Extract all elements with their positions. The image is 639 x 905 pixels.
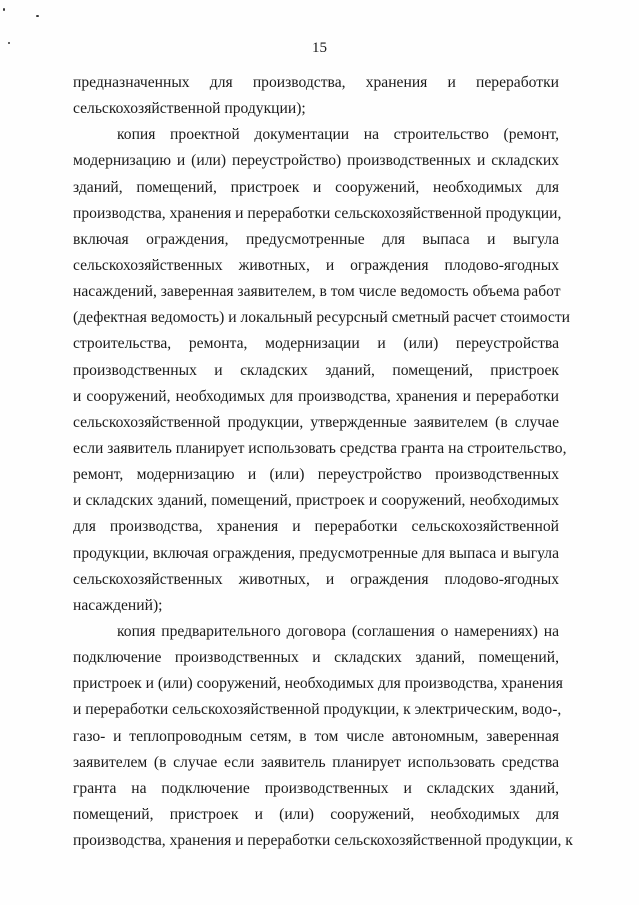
document-body bbox=[73, 70, 573, 854]
text-line: копия предварительного договора (соглашения о намерениях) на bbox=[117, 622, 559, 640]
paragraph bbox=[73, 70, 559, 122]
text-line: для производства, хранения и переработки сельскохозяйственной bbox=[73, 518, 559, 536]
text-line: если заявитель планирует использовать средства гранта на строительство, bbox=[73, 439, 567, 457]
text-line: заявителем (в случае если заявитель планирует использовать средства bbox=[73, 753, 559, 771]
text-line: сельскохозяйственной продукции); bbox=[73, 100, 306, 118]
text-line: ремонт, модернизацию и (или) переустройство производственных bbox=[73, 466, 559, 484]
text-line: насаждений, заверенная заявителем, в том числе ведомость объема работ bbox=[73, 283, 561, 301]
text-line: сельскохозяйственных животных, и ограждения плодово-ягодных bbox=[73, 570, 559, 588]
text-line: производства, хранения и переработки сельскохозяйственной продукции, bbox=[73, 204, 562, 222]
text-line: зданий, помещений, пристроек и сооружений, необходимых для bbox=[73, 178, 559, 196]
text-line: помещений, пристроек и (или) сооружений, необходимых для bbox=[73, 805, 559, 823]
paragraph bbox=[73, 619, 573, 854]
text-line: и сооружений, необходимых для производства, хранения и переработки bbox=[73, 387, 559, 405]
text-line: сельскохозяйственной продукции, утвержденные заявителем (в случае bbox=[73, 413, 559, 431]
text-line: гранта на подключение производственных и складских зданий, bbox=[73, 779, 559, 797]
scan-speck bbox=[3, 8, 5, 11]
text-line: продукции, включая ограждения, предусмотренные для выпаса и выгула bbox=[73, 544, 559, 562]
text-line: (дефектная ведомость) и локальный ресурсный сметный расчет стоимости bbox=[73, 309, 570, 327]
text-line: копия проектной документации на строительство (ремонт, bbox=[117, 126, 559, 144]
text-line: пристроек и (или) сооружений, необходимых для производства, хранения bbox=[73, 675, 563, 693]
text-line: газо- и теплопроводным сетям, в том числе автономным, заверенная bbox=[73, 727, 559, 745]
text-line: производственных и складских зданий, помещений, пристроек bbox=[73, 361, 559, 379]
text-line: производства, хранения и переработки сельскохозяйственной продукции, к bbox=[73, 832, 573, 850]
text-line: подключение производственных и складских зданий, помещений, bbox=[73, 649, 559, 667]
text-line: насаждений); bbox=[73, 596, 163, 614]
paragraph bbox=[73, 122, 570, 619]
text-line: включая ограждения, предусмотренные для выпаса и выгула bbox=[73, 230, 559, 248]
page-number: 15 bbox=[312, 40, 327, 56]
text-line: предназначенных для производства, хранения и переработки bbox=[73, 74, 559, 91]
text-line: и переработки сельскохозяйственной продукции, к электрическим, водо-, bbox=[73, 701, 562, 719]
text-line: строительства, ремонта, модернизации и (или) переустройства bbox=[73, 335, 559, 353]
text-line: и складских зданий, помещений, пристроек и сооружений, необходимых bbox=[73, 492, 559, 510]
scan-speck bbox=[36, 15, 39, 17]
text-line: модернизацию и (или) переустройство) производственных и складских bbox=[73, 152, 559, 170]
text-line: сельскохозяйственных животных, и ограждения плодово-ягодных bbox=[73, 256, 559, 274]
